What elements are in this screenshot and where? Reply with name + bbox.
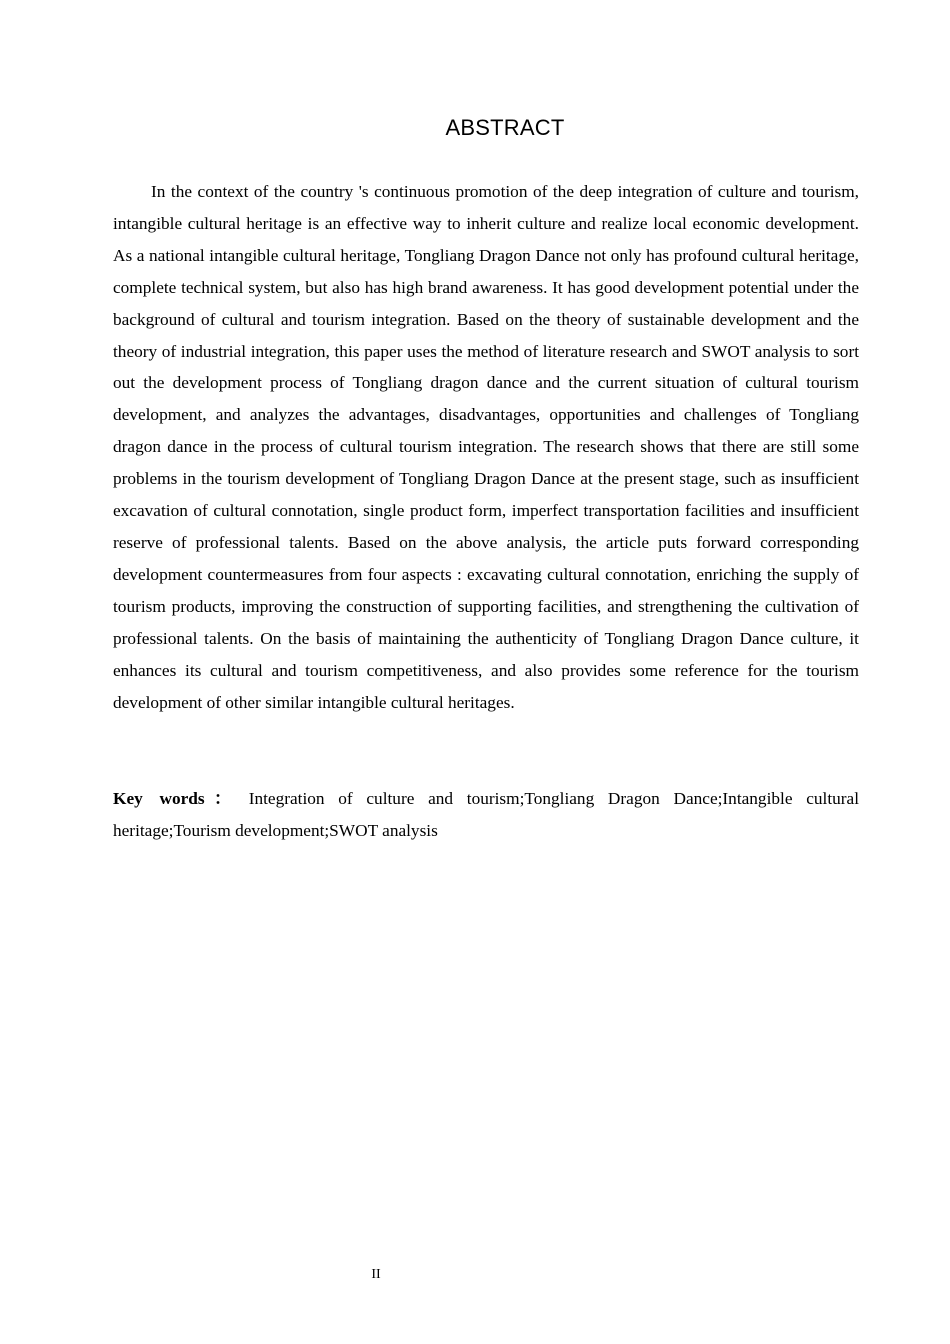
- keywords-separator: ：: [204, 789, 241, 808]
- keywords-line: [113, 783, 859, 847]
- page-number: II: [371, 1267, 381, 1282]
- abstract-paragraph: In the context of the country 's continuous promotion of the deep integration of culture and tourism, intangible cultural heritage is an effective way to inherit culture and realize local economic development. As a national intangible cultural heritage, Tongliang Dragon Dance not only has profound cultural heritage, complete technical system, but also has high brand awareness. It has good development potential under the background of cultural and tourism integration. Based on the theory of sustainable development and the theory of industrial integration, this paper uses the method of literature research and SWOT analysis to sort out the development process of Tongliang dragon dance and the current situation of cultural tourism development, and analyzes the advantages, disadvantages, opportunities and challenges of Tongliang dragon dance in the process of cultural tourism integration. The research shows that there are still some problems in the tourism development of Tongliang Dragon Dance at the present stage, such as insufficient excavation of cultural connotation, single product form, imperfect transportation facilities and insufficient reserve of professional talents. Based on the above analysis, the article puts forward corresponding development countermeasures from four aspects : excavating cultural connotation, enriching the supply of tourism products, improving the construction of supporting facilities, and strengthening the cultivation of professional talents. On the basis of maintaining the authenticity of Tongliang Dragon Dance culture, it enhances its cultural and tourism competitiveness, and also provides some reference for the tourism development of other similar intangible cultural heritages.: [113, 182, 859, 712]
- abstract-title: ABSTRACT: [445, 115, 565, 140]
- keywords-label: Key words: [113, 789, 205, 808]
- keywords-text: Integration of culture and tourism;Tongliang Dragon Dance;Intangible cultural heritage;Tourism development;SWOT analysis: [113, 789, 859, 840]
